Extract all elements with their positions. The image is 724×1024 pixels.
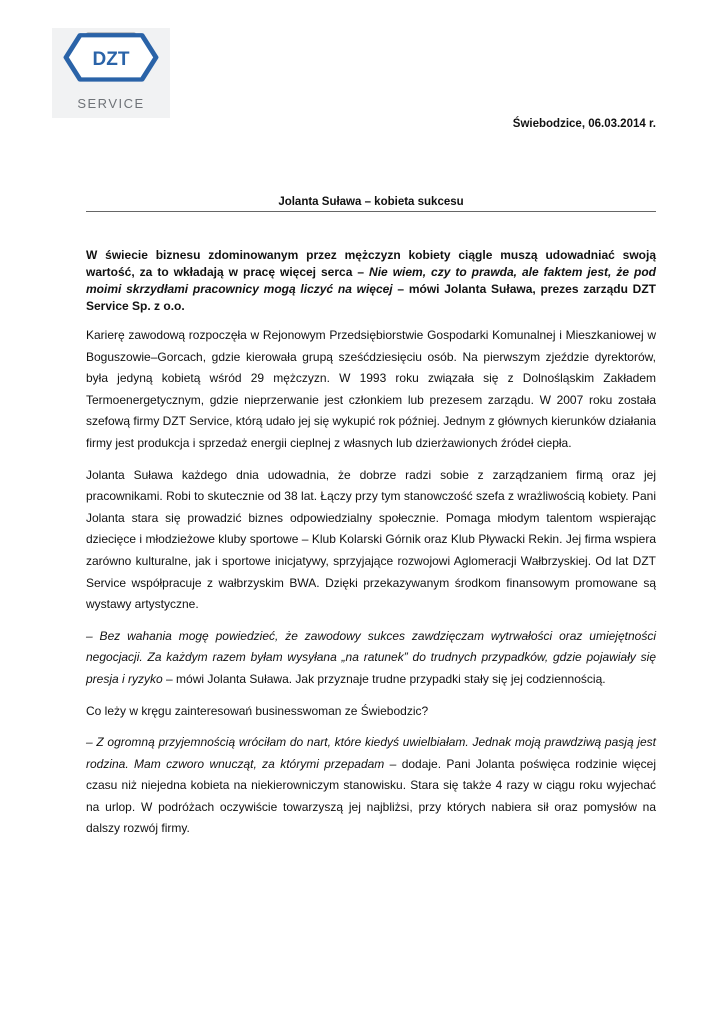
negotiation-quote-attribution: – mówi Jolanta Suława. Jak przyznaje trudne przypadki stały się jej codziennością. <box>162 671 606 686</box>
lead-paragraph <box>86 247 656 315</box>
paragraph-family-quote <box>86 732 656 840</box>
lead-quote: Nie wiem, czy to prawda, ale faktem jest, że pod moimi skrzydłami pracownicy mogą liczyć na więcej <box>86 265 657 296</box>
paragraph-question: Co leży w kręgu zainteresowań businesswoman ze Świebodzic? <box>86 703 429 718</box>
paragraph-management: Jolanta Suława każdego dnia udowadnia, że dobrze radzi sobie z zarządzaniem firmą oraz jej pracownikami. Robi to skutecznie od 38 lat. Łączy przy tym stanowczość szefa z wrażliwością kobiety. Pani Jolanta stara się prowadzić biznes odpowiedzialny społecznie. Pomaga młodym talentom wspierając dziecięce i młodzieżowe kluby sportowe – Klub Kolarski Górnik oraz Klub Pływacki Rekin. Jej firma wspiera zarówno kulturalne, jak i sportowe inicjatywy, sprzyjające rozwojowi Aglomeracji Wałbrzyskiej. Od lat DZT Service współpracuje z wałbrzyskim BWA. Dzięki przekazywanym środkom finansowym promowane są wystawy artystyczne. <box>86 467 656 612</box>
family-quote: – Z ogromną przyjemnością wróciłam do nart, które kiedyś uwielbiałam. Jednak moją prawdziwą pasją jest rodzina. Mam czworo wnucząt, za którymi przepadam <box>86 735 656 771</box>
paragraph-career: Karierę zawodową rozpoczęła w Rejonowym Przedsiębiorstwie Gospodarki Komunalnej i Mieszkaniowej w Boguszowie–Gorcach, gdzie kierowała grupą sześćdziesięciu osób. Na pierwszym zjeździe dyrektorów, była jedyną kobietą wśród 29 mężczyzn. W 1993 roku związała się z Dolnośląskim Zakładem Termoenergetycznym, gdzie nieprzerwanie jest członkiem lub prezesem zarządu. W 2007 roku została szefową firmy DZT Service, którą udało jej się wykupić rok później. Jednym z głównych kierunków działania firmy jest produkcja i sprzedaż energii cieplnej z własnych lub dzierżawionych źródeł ciepła. <box>86 328 657 450</box>
family-quote-attribution: – dodaje. Pani Jolanta poświęca rodzinie więcej czasu niż niejedna kobieta na niekierowniczym stanowisku. Stara się także 4 razy w ciągu roku wyjechać na urlop. W podróżach oczywiście towarzyszą jej najbliżsi, przy których nabiera sił oraz pomysłów na dalszy rozwój firmy. <box>86 756 656 836</box>
paragraph-negotiation-quote <box>86 626 656 691</box>
title-divider <box>86 211 656 212</box>
lead-text-start: W świecie biznesu zdominowanym przez mężczyzn kobiety ciągle muszą udowadniać swoją wartość, za to wkładają w pracę więcej serca – <box>86 248 656 279</box>
dzt-logo-mark <box>52 28 170 98</box>
logo-service-text: SERVICE <box>77 96 145 111</box>
lead-text-end: – mówi Jolanta Suława, prezes zarządu DZT Service Sp. z o.o. <box>86 282 657 313</box>
article-title: Jolanta Suława – kobieta sukcesu <box>278 196 464 208</box>
article-body <box>86 325 656 850</box>
dzt-service-logo <box>52 28 170 118</box>
document-date: Świebodzice, 06.03.2014 r. <box>512 118 656 130</box>
logo-mark-text: DZT <box>92 49 130 70</box>
negotiation-quote: – Bez wahania mogę powiedzieć, że zawodowy sukces zawdzięczam wytrwałości oraz umiejętności negocjacji. Za każdym razem byłam wysyłana „na ratunek” do trudnych przypadków, gdzie pojawiały się presja i ryzyko <box>86 628 656 686</box>
